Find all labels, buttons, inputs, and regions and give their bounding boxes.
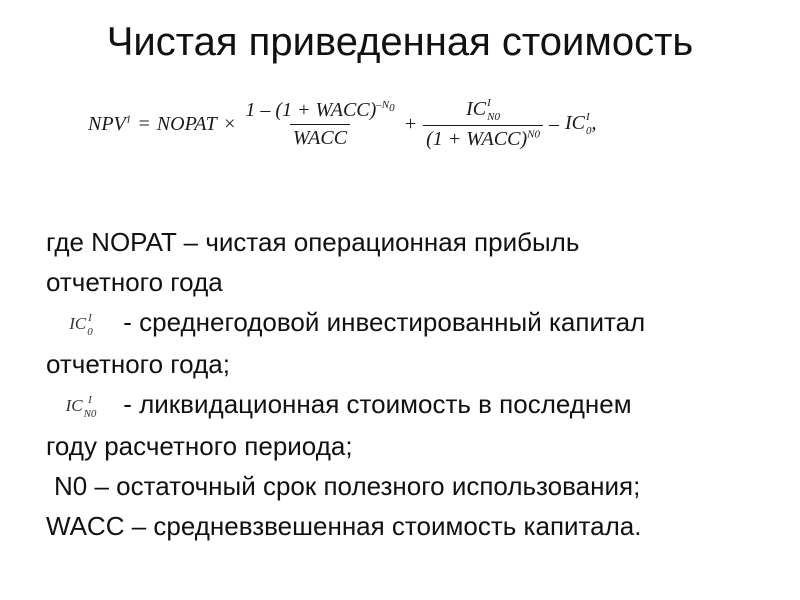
fraction-annuity-denominator: WACC: [290, 124, 350, 150]
fraction-liquidation-denominator: (1 + WACC)$^{N0}$: [423, 125, 543, 151]
definition-nopat-cont: отчетного года: [46, 267, 223, 297]
fraction-annuity-numerator: 1 – (1 + WACC)$^{-N_0}$: [245, 99, 395, 121]
definition-icn0: IC I N0 - ликвидационная стоимость в последнем: [46, 384, 786, 426]
symbol-icn0: IC I N0: [65, 393, 97, 420]
definition-n0: N0 – остаточный срок полезного использования;: [54, 471, 641, 502]
formula-fraction-liquidation: [423, 98, 543, 151]
definition-icn0-cont: году расчетного периода;: [46, 431, 353, 462]
definition-ic0-cont: отчетного года;: [46, 349, 230, 380]
formula-lhs: NPV$^1$: [88, 113, 132, 135]
formula-plus: +: [403, 113, 418, 135]
formula-nopat: NOPAT: [156, 113, 217, 135]
page-title: Чистая приведенная стоимость: [106, 20, 694, 64]
npv-formula: [88, 98, 596, 151]
definition-nopat: где NOPAT – чистая операционная прибыль: [46, 227, 580, 257]
symbol-ic0: IC I 0: [69, 311, 93, 338]
formula-tail-term: IC I 0 ,: [564, 111, 597, 137]
formula-equals: =: [137, 113, 151, 135]
fraction-liquidation-numerator: IC I N0: [466, 97, 500, 123]
definition-ic0: IC I 0 - среднегодовой инвестированный капитал: [46, 302, 786, 344]
formula-times: ×: [222, 113, 237, 135]
definitions-block: [46, 222, 786, 546]
definition-wacc: WACC – средневзвешенная стоимость капитала.: [46, 511, 642, 542]
formula-minus: –: [548, 113, 559, 135]
formula-fraction-annuity: [242, 99, 397, 150]
